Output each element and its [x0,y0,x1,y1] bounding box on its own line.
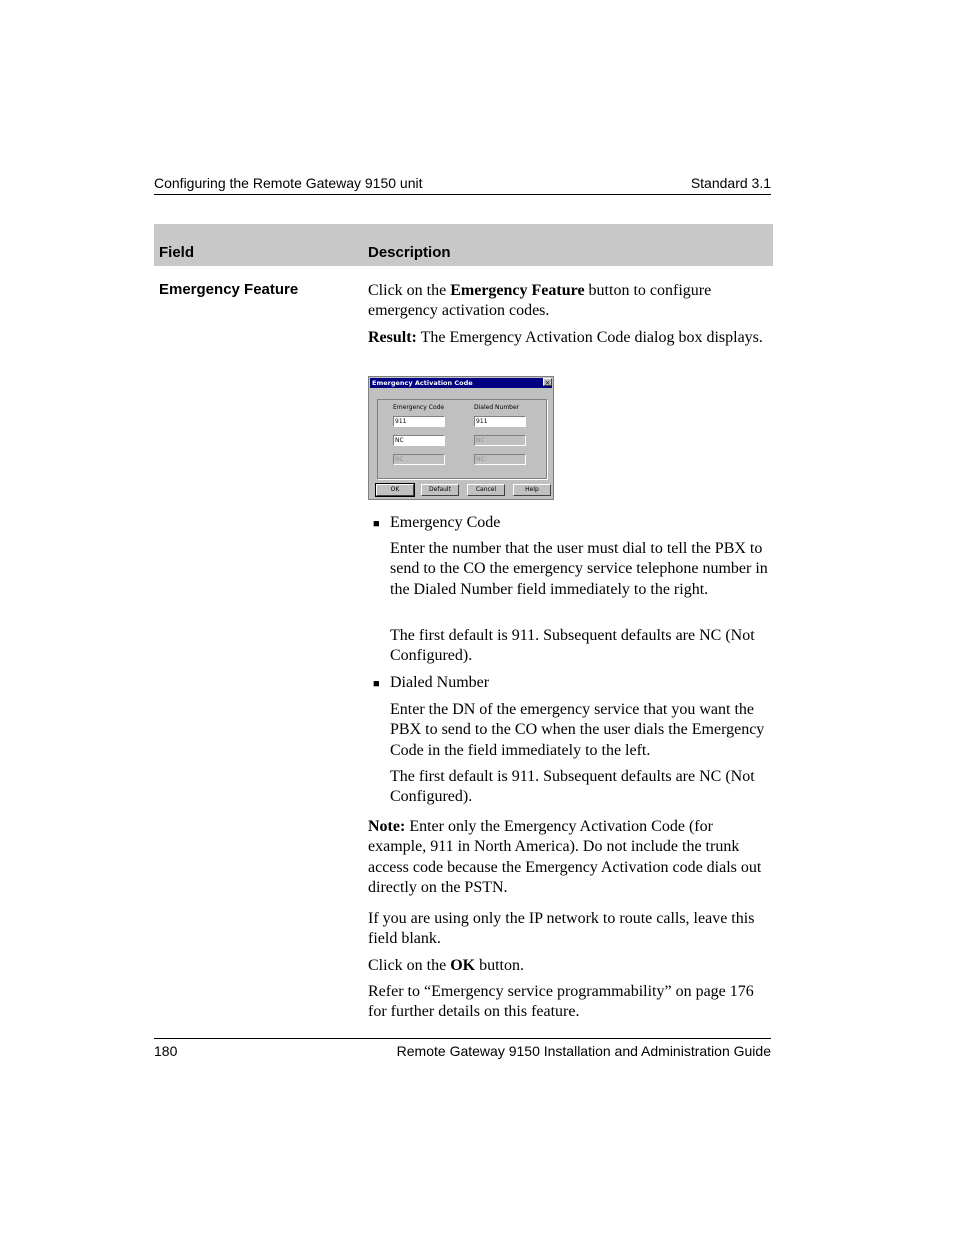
emergency-code-label: Emergency Code [393,404,445,411]
page-footer [154,1038,771,1059]
bullet-emergency-code-title: Emergency Code [390,514,501,531]
cancel-button[interactable]: Cancel [467,484,505,496]
result-label: Result: [368,329,417,346]
dialed-number-input-1[interactable]: 911 [474,416,526,427]
ok-button[interactable]: OK [376,484,414,496]
note-paragraph: Note: Enter only the Emergency Activation Code (for example, 911 in North America). Do not include the trunk access code because the Emergency Activation code dials out directly on the PSTN. [368,818,762,896]
intro-paragraph: Click on the Emergency Feature button to configure emergency activation codes. [368,282,712,320]
field-name-cell: Emergency Feature [159,281,299,298]
ip-network-paragraph: If you are using only the IP network to route calls, leave this field blank. [368,910,755,948]
header-chapter-title: Configuring the Remote Gateway 9150 unit [154,175,423,191]
bullet-dialed-number-title: Dialed Number [390,674,490,691]
dialed-number-input-3[interactable]: NC [474,454,526,465]
emergency-code-description: Enter the number that the user must dial to tell the PBX to send to the CO the emergency service telephone number in the Dialed Number field immediately to the right. [390,540,768,598]
dialed-number-label: Dialed Number [474,404,520,411]
table-header [154,224,773,266]
emergency-code-input-3[interactable]: NC [393,454,445,465]
note-label: Note: [368,818,406,835]
bullet-icon: ■ [373,518,380,530]
column-field-header: Field [159,244,195,261]
result-paragraph: Result: The Emergency Activation Code dialog box displays. [368,329,763,346]
header-standard: Standard 3.1 [690,175,771,191]
footer-guide-title: Remote Gateway 9150 Installation and Administration Guide [396,1043,771,1059]
click-ok-paragraph: Click on the OK button. [368,957,524,974]
emergency-feature-bold: Emergency Feature [450,282,585,299]
dialed-number-description: Enter the DN of the emergency service that you want the PBX to send to the CO when the user dials the Emergency Code in the field immediately to the left. [390,701,765,759]
dialed-number-defaults: The first default is 911. Subsequent defaults are NC (Not Configured). [390,768,755,806]
close-icon[interactable]: × [544,379,551,387]
help-button[interactable]: Help [513,484,551,496]
default-button[interactable]: Default [421,484,459,496]
emergency-code-input-1[interactable]: 911 [393,416,445,427]
dialog-titlebar: Emergency Activation Code [370,378,552,388]
dialed-number-input-2[interactable]: NC [474,435,526,446]
page-header [154,174,771,195]
refer-paragraph: Refer to “Emergency service programmability” on page 176 for further details on this feature. [368,983,754,1021]
emergency-code-input-2[interactable]: NC [393,435,445,446]
bullet-icon: ■ [373,678,380,690]
page-number: 180 [154,1043,178,1059]
emergency-activation-dialog [368,376,554,500]
ok-bold: OK [450,957,476,974]
emergency-code-defaults: The first default is 911. Subsequent defaults are NC (Not Configured). [390,627,755,665]
column-description-header: Description [368,244,451,261]
